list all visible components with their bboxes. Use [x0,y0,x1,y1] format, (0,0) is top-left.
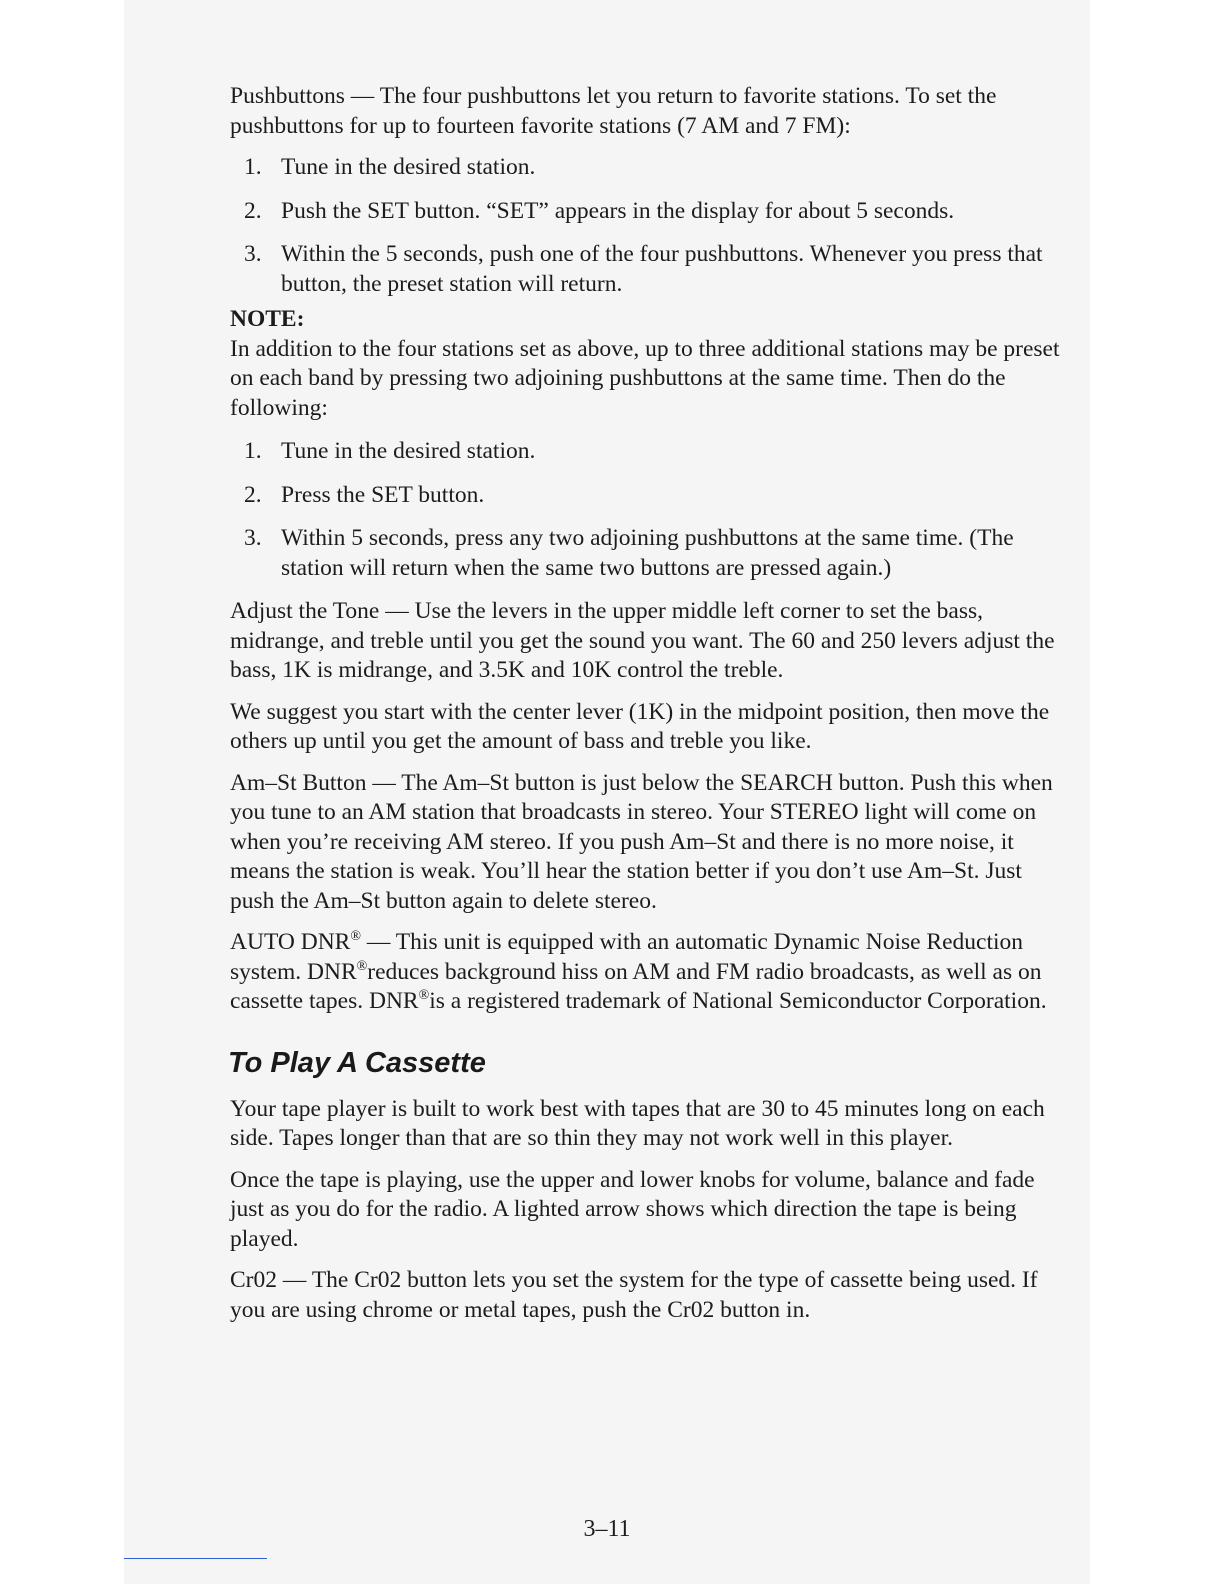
list-item: 2. Press the SET button. [244,481,485,508]
dnr-paragraph: AUTO DNR® — This unit is equipped with an automatic Dynamic Noise Reduction system. DNR®reduces background hiss on AM and FM radio broadcasts, as well as on cassette tapes. DNR®is a registered trademark of National Semiconductor Corporation. [230,929,1047,1014]
note-steps [230,437,1070,583]
document-page [124,0,1090,1584]
list-item: 3. Within 5 seconds, press any two adjoining pushbuttons at the same time. (The station will return when the same two buttons are pressed again.) [244,525,1014,581]
list-item: 3. Within the 5 seconds, push one of the four pushbuttons. Whenever you press that button, the preset station will return. [244,241,1043,297]
section-heading-cassette: To Play A Cassette [228,1046,486,1079]
page-number: 3–11 [583,1516,631,1542]
note-heading: NOTE: [230,306,305,332]
registered-mark: ® [356,958,368,974]
list-item: 1. Tune in the desired station. [244,438,536,464]
tone-suggestion-paragraph: We suggest you start with the center lever (1K) in the midpoint position, then move the others up until you get the amount of bass and treble you like. [230,698,1050,754]
cr02-paragraph: Cr02 — The Cr02 button lets you set the system for the type of cassette being used. If you are using chrome or metal tapes, push the Cr02 button in. [230,1267,1038,1323]
cassette-controls-paragraph: Once the tape is playing, use the upper and lower knobs for volume, balance and fade just as you do for the radio. A lighted arrow shows which direction the tape is being played. [230,1166,1035,1252]
note-paragraph: In addition to the four stations set as above, up to three additional stations may be preset on each band by pressing two adjoining pushbuttons at the same time. Then do the following: [230,335,1060,421]
amst-paragraph: Am–St Button — The Am–St button is just below the SEARCH button. Push this when you tune to an AM station that broadcasts in stereo. Your STEREO light will come on when you’re receiving AM stereo. If you push Am–St and there is no more noise, it means the station is weak. You’ll hear the station better if you don’t use Am–St. Just push the Am–St button again to delete stereo. [230,769,1053,914]
registered-mark: ® [350,929,361,944]
pushbuttons-paragraph: Pushbuttons — The four pushbuttons let you return to favorite stations. To set the pushbuttons for up to fourteen favorite stations (7 AM and 7 FM): [230,83,997,139]
page-content [230,82,1070,1337]
cassette-paragraph: Your tape player is built to work best with tapes that are 30 to 45 minutes long on each side. Tapes longer than that are so thin they may not work well in this player. [230,1095,1045,1151]
pushbuttons-steps [230,153,1070,299]
tone-paragraph: Adjust the Tone — Use the levers in the upper middle left corner to set the bass, midrange, and treble until you get the sound you want. The 60 and 250 levers adjust the bass, 1K is midrange, and 3.5K and 10K control the treble. [230,598,1055,683]
list-item: 1. Tune in the desired station. [244,154,536,180]
list-item: 2. Push the SET button. “SET” appears in the display for about 5 seconds. [244,197,955,224]
footer-rule [124,1558,267,1559]
registered-mark: ® [418,988,430,1003]
